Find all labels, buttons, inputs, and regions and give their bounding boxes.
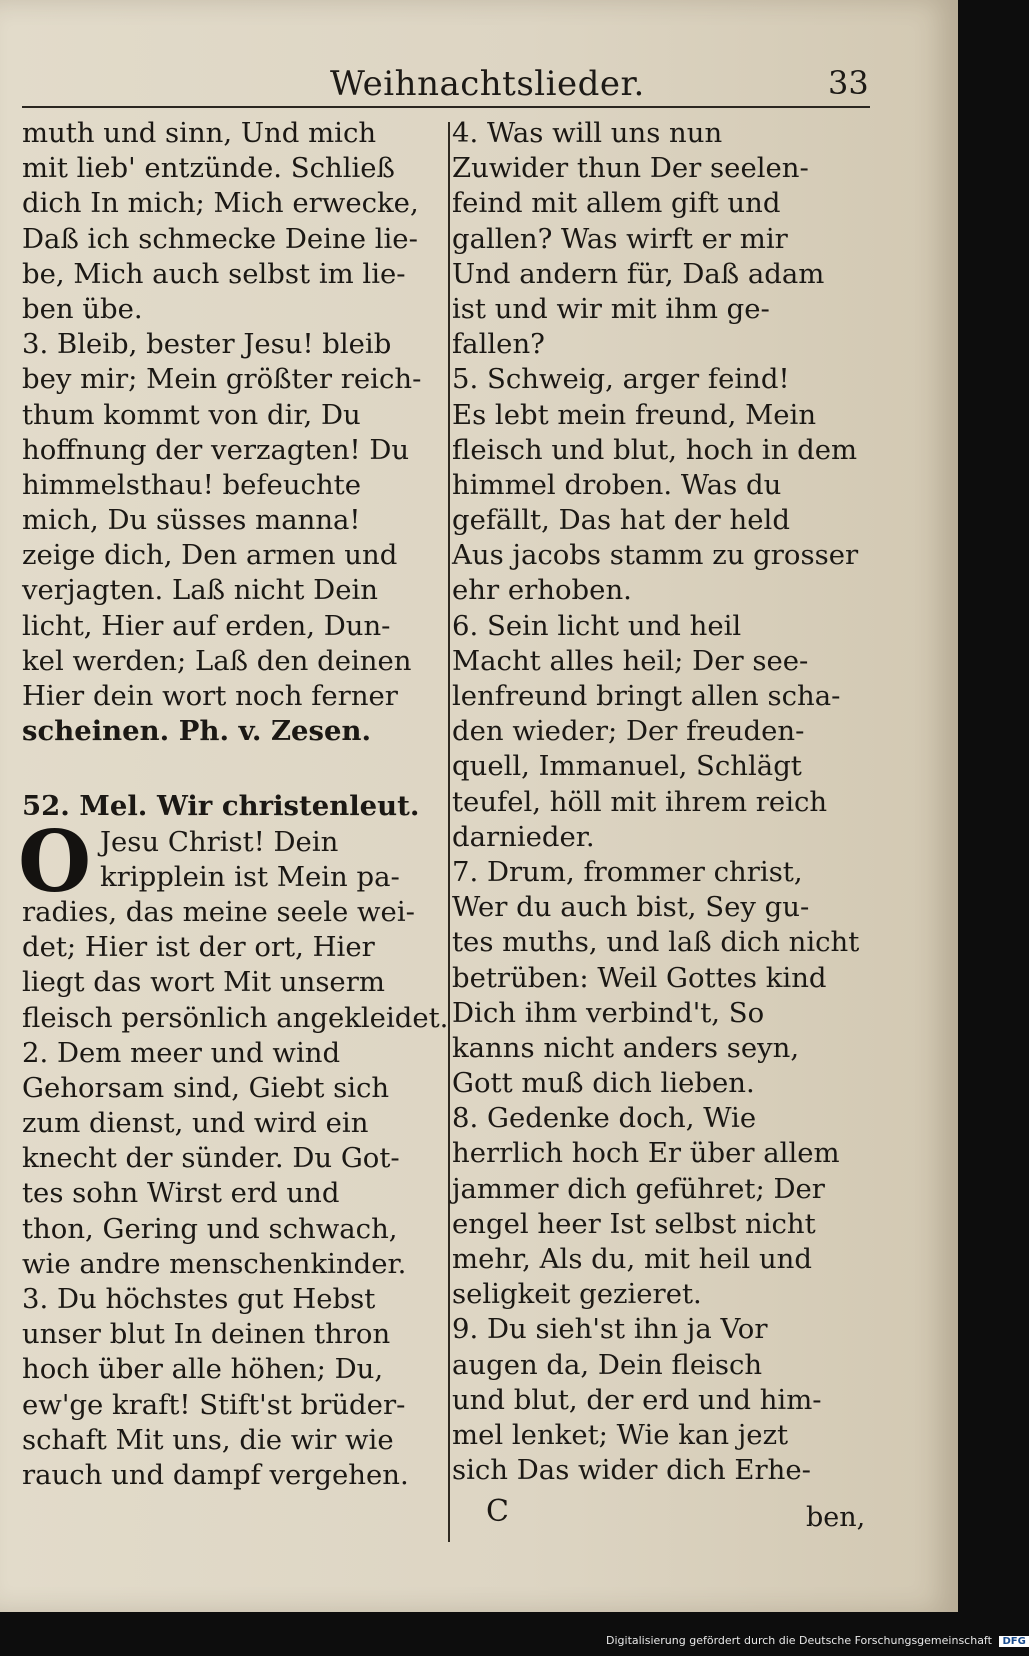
page-number: 33	[828, 64, 869, 102]
drop-cap: O	[18, 811, 92, 911]
text-line: herrlich hoch Er über allem	[452, 1137, 840, 1170]
text-line: und blut, der erd und him-	[452, 1383, 822, 1416]
text-line: kel werden; Laß den deinen	[22, 644, 412, 677]
text-line: 6. Sein licht und heil	[452, 609, 742, 642]
text-line: rauch und dampf vergehen.	[22, 1458, 409, 1491]
text-line: verjagten. Laß nicht Dein	[22, 574, 379, 607]
dfg-logo: DFG	[999, 1636, 1028, 1647]
text-line: zum dienst, und wird ein	[22, 1107, 369, 1140]
text-line: mit lieb' entzünde. Schließ	[22, 152, 395, 185]
spacer	[22, 749, 442, 789]
text-line: augen da, Dein fleisch	[452, 1348, 763, 1381]
text-line: zeige dich, Den armen und	[22, 539, 398, 572]
text-line: Daß ich schmecke Deine lie-	[22, 222, 418, 255]
text-line: thon, Gering und schwach,	[22, 1212, 398, 1245]
left-column	[18, 116, 449, 1493]
text-line: thum kommt von dir, Du	[22, 398, 361, 431]
text-line: Gehorsam sind, Giebt sich	[22, 1071, 390, 1104]
text-line: quell, Immanuel, Schlägt	[452, 750, 802, 783]
text-line: jammer dich geführet; Der	[452, 1172, 825, 1205]
author-attribution-line: scheinen. Ph. v. Zesen.	[22, 715, 372, 748]
catchword: ben,	[806, 1502, 866, 1533]
text-line: liegt das wort Mit unserm	[22, 966, 385, 999]
text-line: mel lenket; Wie kan jezt	[452, 1418, 789, 1451]
text-line: engel heer Ist selbst nicht	[452, 1207, 816, 1240]
text-line: Macht alles heil; Der see-	[452, 644, 809, 677]
text-line: lenfreund bringt allen scha-	[452, 680, 841, 712]
text-line: Wer du auch bist, Sey gu-	[452, 891, 810, 924]
page-header	[0, 62, 900, 110]
text-line: be, Mich auch selbst im lie-	[22, 257, 406, 290]
text-line: fleisch persönlich angekleidet.	[22, 1001, 449, 1034]
text-line: 2. Dem meer und wind	[22, 1036, 341, 1069]
text-line: Und andern für, Daß adam	[452, 257, 825, 290]
text-line: tes muths, und laß dich nicht	[452, 926, 860, 959]
text-line: kripplein ist Mein pa-	[100, 860, 400, 893]
text-line: 9. Du sieh'st ihn ja Vor	[452, 1313, 768, 1346]
text-line: radies, das meine seele wei-	[22, 895, 415, 928]
text-line: 3. Bleib, bester Jesu! bleib	[22, 328, 392, 361]
text-line: gefällt, Das hat der held	[452, 504, 790, 537]
text-line: kanns nicht anders seyn,	[452, 1031, 800, 1064]
hymn-heading: 52. Mel. Wir christenleut.	[22, 790, 420, 823]
text-line: Hier dein wort noch ferner	[22, 680, 398, 712]
digitization-credit	[606, 1634, 1029, 1647]
running-title: Weihnachtslieder.	[330, 64, 645, 104]
text-line: hoffnung der verzagten! Du	[22, 433, 410, 466]
text-line: hoch über alle höhen; Du,	[22, 1353, 384, 1386]
text-line: ew'ge kraft! Stift'st brüder-	[22, 1388, 406, 1421]
text-line: schaft Mit uns, die wir wie	[22, 1423, 394, 1456]
text-line: muth und sinn, Und mich	[22, 117, 377, 149]
text-line: feind mit allem gift und	[452, 187, 781, 220]
text-line: den wieder; Der freuden-	[452, 715, 805, 748]
text-line: Es lebt mein freund, Mein	[452, 398, 817, 431]
credit-text: Digitalisierung gefördert durch die Deutsche Forschungsgemeinschaft	[606, 1634, 992, 1647]
text-line: 4. Was will uns nun	[452, 117, 723, 149]
text-line: wie andre menschenkinder.	[22, 1247, 407, 1280]
text-line: unser blut In deinen thron	[22, 1318, 391, 1351]
text-line: licht, Hier auf erden, Dun-	[22, 609, 391, 642]
text-line: fleisch und blut, hoch in dem	[452, 433, 858, 466]
text-line: ist und wir mit ihm ge-	[452, 292, 770, 325]
text-line: himmel droben. Was du	[452, 468, 782, 501]
right-column	[452, 116, 872, 1488]
text-line: teufel, höll mit ihrem reich	[452, 785, 828, 818]
signature-mark: C	[486, 1494, 509, 1529]
text-line: 8. Gedenke doch, Wie	[452, 1102, 757, 1135]
text-line: mich, Du süsses manna!	[22, 504, 361, 537]
text-line: tes sohn Wirst erd und	[22, 1177, 340, 1210]
text-line: det; Hier ist der ort, Hier	[22, 931, 375, 964]
text-line: dich In mich; Mich erwecke,	[22, 187, 419, 220]
text-line: ben übe.	[22, 292, 143, 325]
text-line: mehr, Als du, mit heil und	[452, 1243, 812, 1275]
text-line: gallen? Was wirft er mir	[452, 222, 788, 255]
text-line: 5. Schweig, arger feind!	[452, 363, 790, 396]
text-line: sich Das wider dich Erhe-	[452, 1454, 811, 1487]
text-line: knecht der sünder. Du Got-	[22, 1142, 400, 1175]
text-line: Dich ihm verbind't, So	[452, 996, 765, 1029]
text-line: Zuwider thun Der seelen-	[452, 152, 809, 185]
text-line: 7. Drum, frommer christ,	[452, 855, 803, 888]
text-line: himmelsthau! befeuchte	[22, 468, 361, 501]
header-rule	[22, 106, 870, 108]
text-line: Gott muß dich lieben.	[452, 1067, 755, 1100]
text-line-content: Jesu Christ! Dein	[100, 825, 339, 858]
text-line: Aus jacobs stamm zu grosser	[452, 539, 859, 572]
text-line: 3. Du höchstes gut Hebst	[22, 1283, 376, 1315]
column-divider	[448, 122, 450, 1542]
text-line: ehr erhoben.	[452, 574, 632, 607]
text-line: fallen?	[452, 328, 545, 361]
text-line: seligkeit gezieret.	[452, 1278, 702, 1311]
text-line: darnieder.	[452, 820, 595, 853]
text-line: bey mir; Mein größter reich-	[22, 363, 422, 396]
text-line: betrüben: Weil Gottes kind	[452, 961, 827, 994]
